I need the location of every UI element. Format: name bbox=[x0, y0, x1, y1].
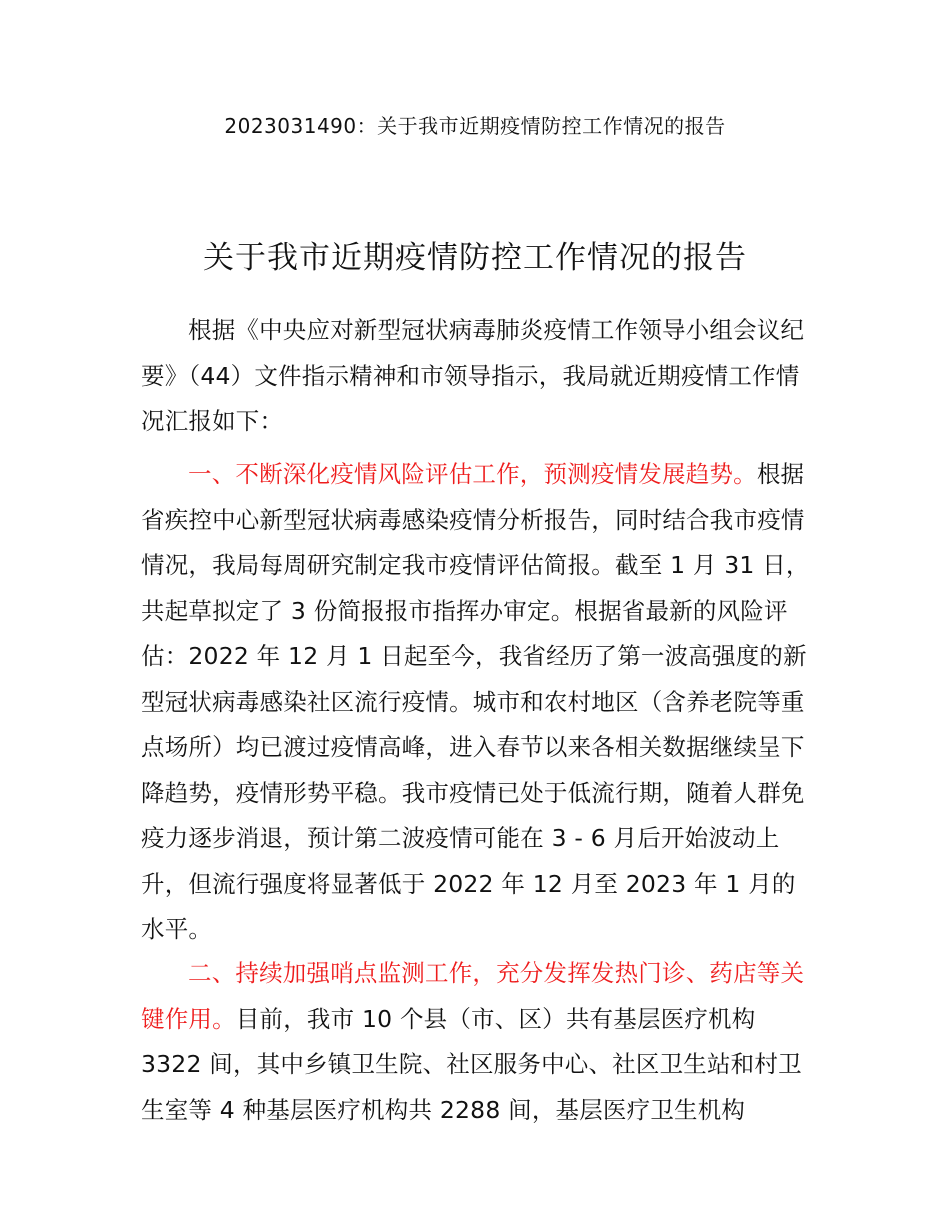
section-2-paragraph bbox=[141, 951, 813, 1133]
section-2-body: 目前，我市 10 个县（市、区）共有基层医疗机构 3322 间，其中乡镇卫生院、社区服务中心、社区卫生站和村卫生室等 4 种基层医疗机构共 2288 间，基层医疗卫生机构 bbox=[141, 1004, 802, 1124]
section-2-heading: 二、持续加强哨点监测工作，充分发挥发热门诊、药店等关键作用。 bbox=[141, 959, 805, 1033]
section-1-heading: 一、不断深化疫情风险评估工作，预测疫情发展趋势。 bbox=[188, 460, 757, 488]
intro-paragraph: 根据《中央应对新型冠状病毒肺炎疫情工作领导小组会议纪要》（44）文件指示精神和市领导指示，我局就近期疫情工作情况汇报如下： bbox=[141, 316, 805, 435]
document-title: 关于我市近期疫情防控工作情况的报告 bbox=[203, 240, 747, 276]
section-1-body: 根据省疾控中心新型冠状病毒感染疫情分析报告，同时结合我市疫情情况，我局每周研究制定我市疫情评估简报。截至 1 月 31 日，共起草拟定了 3 份简报报市指挥办审定。根据省最新的风险评估：2022 年 12 月 1 日起至今，我省经历了第一波高强度的新型冠状病毒感染社区流行疫情。城市和农村地区（含养老院等重点场所）均已渡过疫情高峰，进入春节以来各相关数据继续呈下降趋势，疫情形势平稳。我市疫情已处于低流行期，随着人群免疫力逐步消退，预计第二波疫情可能在 3 - 6 月后开始波动上升，但流行强度将显著低于 2022 年 12 月至 2023 年 1 月的水平。 bbox=[141, 460, 810, 943]
document-header-id: 2023031490：关于我市近期疫情防控工作情况的报告 bbox=[224, 114, 726, 138]
section-1-paragraph bbox=[141, 452, 813, 953]
